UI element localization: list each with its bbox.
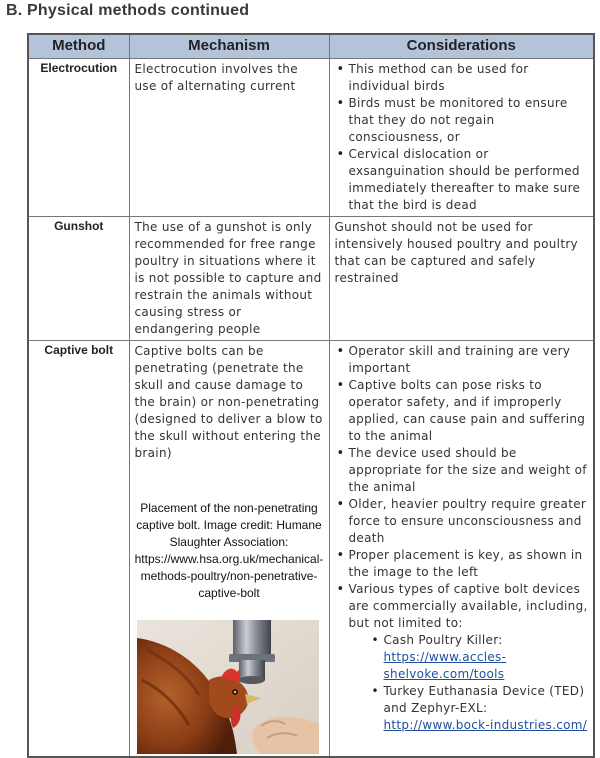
device-item-cash-poultry-killer bbox=[384, 632, 589, 683]
captive-bolt-photo bbox=[137, 620, 319, 754]
table-row-captive-bolt bbox=[28, 341, 594, 758]
considerations-captive-bolt bbox=[329, 341, 594, 758]
list-item: • This method can be used for individual birds bbox=[349, 61, 589, 95]
image-caption: Placement of the non-penetrating captive bolt. Image credit: Humane Slaughter Association: https://www.hsa.org.uk/mechanical-methods-poultry/non-penetrative-captive-bolt bbox=[134, 501, 324, 600]
methods-table bbox=[27, 33, 595, 758]
method-electrocution: Electrocution bbox=[28, 59, 129, 217]
device-name: Turkey Euthanasia Device (TED) and Zephyr-EXL: bbox=[383, 684, 585, 715]
header-considerations: Considerations bbox=[329, 34, 594, 59]
header-mechanism: Mechanism bbox=[129, 34, 329, 59]
considerations-gunshot: Gunshot should not be used for intensively housed poultry and poultry that can be captured and safely restrained bbox=[329, 217, 594, 341]
table-row-electrocution bbox=[28, 59, 594, 217]
list-item: • Proper placement is key, as shown in the image to the left bbox=[349, 547, 589, 581]
list-item: • Operator skill and training are very important bbox=[349, 343, 589, 377]
device-name: Cash Poultry Killer: bbox=[383, 633, 503, 647]
method-captive-bolt: Captive bolt bbox=[28, 341, 129, 758]
list-item: • Captive bolts can pose risks to operator safety, and if improperly applied, can cause pain and suffering to the animal bbox=[349, 377, 589, 445]
mechanism-captive-bolt bbox=[129, 341, 329, 758]
list-item: • Older, heavier poultry require greater force to ensure unconsciousness and death bbox=[349, 496, 589, 547]
list-item: • The device used should be appropriate for the size and weight of the animal bbox=[349, 445, 589, 496]
mechanism-gunshot: The use of a gunshot is only recommended for free range poultry in situations where it is not possible to capture and restrain the animals without causing stress or endangering people bbox=[129, 217, 329, 341]
mechanism-electrocution: Electrocution involves the use of alternating current bbox=[129, 59, 329, 217]
device-item-ted-zephyr bbox=[384, 683, 589, 734]
considerations-electrocution bbox=[329, 59, 594, 217]
list-item: • Birds must be monitored to ensure that they do not regain consciousness, or bbox=[349, 95, 589, 146]
method-gunshot: Gunshot bbox=[28, 217, 129, 341]
list-item: • Cervical dislocation or exsanguination should be performed immediately thereafter to make sure that the bird is dead bbox=[349, 146, 589, 214]
header-method: Method bbox=[28, 34, 129, 59]
section-heading: B. Physical methods continued bbox=[6, 2, 250, 19]
accles-shelvoke-link[interactable]: https://www.accles-shelvoke.com/tools bbox=[383, 650, 507, 681]
header-row bbox=[28, 34, 594, 59]
table-row-gunshot bbox=[28, 217, 594, 341]
list-item: • Various types of captive bolt devices are commercially available, including, but not limited to: bbox=[349, 581, 589, 632]
bock-industries-link[interactable]: http://www.bock-industries.com/ bbox=[383, 718, 588, 732]
mechanism-text: Captive bolts can be penetrating (penetrate the skull and cause damage to the brain) or non-penetrating (designed to deliver a blow to the skull without entering the brain) bbox=[134, 344, 323, 460]
